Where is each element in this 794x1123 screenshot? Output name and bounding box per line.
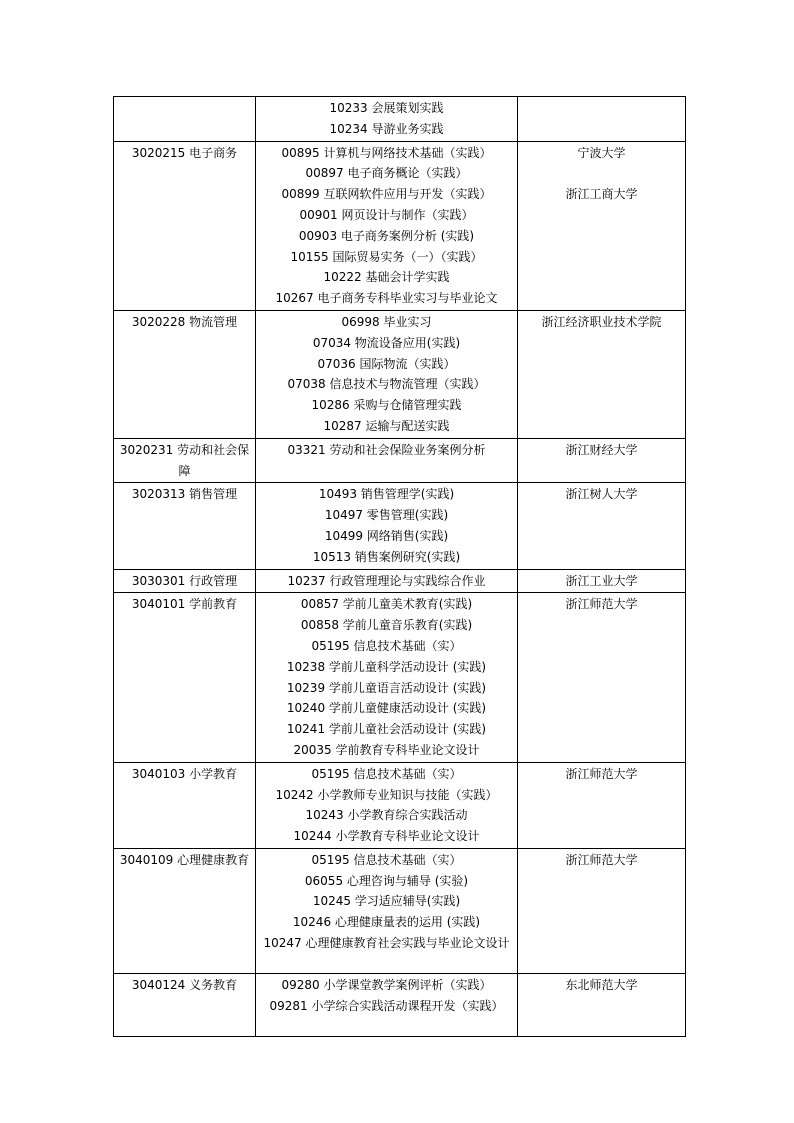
school-cell xyxy=(518,438,686,483)
course-item: 00857 学前儿童美术教育(实践) xyxy=(300,597,473,612)
course-item: 10239 学前儿童语言活动设计 (实践) xyxy=(286,680,487,695)
major-name: 3040124 义务教育 xyxy=(131,977,238,992)
major-cell xyxy=(114,762,256,848)
course-item: 00901 网页设计与制作（实践） xyxy=(299,207,474,222)
course-item: 10245 学习适应辅导(实践) xyxy=(312,894,461,909)
major-name: 3020215 电子商务 xyxy=(131,145,238,160)
course-item: 07038 信息技术与物流管理（实践） xyxy=(287,377,486,392)
table-row xyxy=(114,310,686,438)
course-item: 10238 学前儿童科学活动设计 (实践) xyxy=(286,659,487,674)
school-name: 宁波大学 xyxy=(577,145,626,160)
major-name: 3030301 行政管理 xyxy=(131,573,238,588)
course-item: 10244 小学教育专科毕业论文设计 xyxy=(293,829,480,844)
course-item: 10267 电子商务专科毕业实习与毕业论文 xyxy=(275,291,498,306)
course-item: 10243 小学教育综合实践活动 xyxy=(305,808,468,823)
course-item: 03321 劳动和社会保险业务案例分析 xyxy=(287,442,486,457)
course-item: 05195 信息技术基础（实） xyxy=(311,766,462,781)
school-name: 浙江师范大学 xyxy=(565,766,638,781)
course-item: 07036 国际物流（实践） xyxy=(317,356,456,371)
major-cell xyxy=(114,438,256,483)
major-cell xyxy=(114,593,256,762)
course-item: 10497 零售管理(实践) xyxy=(324,508,449,523)
school-name: 浙江工商大学 xyxy=(565,187,638,202)
school-cell xyxy=(518,973,686,1036)
school-cell xyxy=(518,848,686,973)
courses-cell xyxy=(256,569,518,593)
school-name: 浙江师范大学 xyxy=(565,852,638,867)
major-cell xyxy=(114,141,256,310)
courses-cell xyxy=(256,483,518,569)
school-name: 浙江财经大学 xyxy=(565,442,638,457)
course-item: 10242 小学教师专业知识与技能（实践） xyxy=(275,787,498,802)
course-item: 00899 互联网软件应用与开发（实践） xyxy=(281,187,492,202)
school-name xyxy=(521,163,682,184)
school-name: 东北师范大学 xyxy=(565,977,638,992)
major-cell xyxy=(114,569,256,593)
course-item: 10247 心理健康教育社会实践与毕业论文设计 xyxy=(263,936,510,951)
course-item: 00897 电子商务概论（实践） xyxy=(305,166,468,181)
course-item: 05195 信息技术基础（实） xyxy=(311,852,462,867)
course-table xyxy=(113,96,686,1037)
school-cell xyxy=(518,762,686,848)
courses-cell xyxy=(256,848,518,973)
course-item: 10246 心理健康量表的运用 (实践) xyxy=(292,915,481,930)
course-item: 10155 国际贸易实务（一）（实践） xyxy=(290,249,483,264)
school-cell xyxy=(518,569,686,593)
courses-cell xyxy=(256,973,518,1036)
course-item: 10286 采购与仓储管理实践 xyxy=(311,398,462,413)
table-row xyxy=(114,762,686,848)
table-row xyxy=(114,141,686,310)
table-row xyxy=(114,483,686,569)
course-item: 05195 信息技术基础（实） xyxy=(311,638,462,653)
course-item: 10234 导游业务实践 xyxy=(329,121,444,136)
course-item: 09280 小学课堂教学案例评析（实践） xyxy=(281,977,492,992)
courses-cell xyxy=(256,762,518,848)
major-cell xyxy=(114,97,256,142)
school-name: 浙江师范大学 xyxy=(565,597,638,612)
table-row xyxy=(114,848,686,973)
course-item: 10499 网络销售(实践) xyxy=(324,528,449,543)
course-item: 10240 学前儿童健康活动设计 (实践) xyxy=(286,701,487,716)
course-item: 10222 基础会计学实践 xyxy=(323,270,450,285)
table-row xyxy=(114,973,686,1036)
school-cell xyxy=(518,483,686,569)
courses-cell xyxy=(256,310,518,438)
courses-cell xyxy=(256,141,518,310)
course-item: 00895 计算机与网络技术基础（实践） xyxy=(281,145,492,160)
course-item: 00858 学前儿童音乐教育(实践) xyxy=(300,618,473,633)
courses-cell xyxy=(256,438,518,483)
course-item: 06055 心理咨询与辅导 (实验) xyxy=(304,873,469,888)
table-row xyxy=(114,97,686,142)
table-body xyxy=(114,97,686,1037)
course-item: 09281 小学综合实践活动课程开发（实践） xyxy=(269,998,504,1013)
course-item: 10513 销售案例研究(实践) xyxy=(312,549,461,564)
major-cell xyxy=(114,310,256,438)
major-name: 3020228 物流管理 xyxy=(131,314,238,329)
major-name: 3040101 学前教育 xyxy=(131,597,238,612)
course-item: 10287 运输与配送实践 xyxy=(323,418,450,433)
school-cell xyxy=(518,97,686,142)
course-item: 06998 毕业实习 xyxy=(341,314,432,329)
courses-cell xyxy=(256,97,518,142)
school-cell xyxy=(518,310,686,438)
major-name: 3020313 销售管理 xyxy=(131,487,238,502)
course-item: 00903 电子商务案例分析 (实践) xyxy=(298,228,475,243)
school-name: 浙江经济职业技术学院 xyxy=(541,314,662,329)
table-row xyxy=(114,569,686,593)
school-name: 浙江工业大学 xyxy=(565,573,638,588)
courses-cell xyxy=(256,593,518,762)
course-item: 10233 会展策划实践 xyxy=(329,101,444,115)
major-cell xyxy=(114,973,256,1036)
course-item: 10241 学前儿童社会活动设计 (实践) xyxy=(286,722,487,737)
course-item: 20035 学前教育专科毕业论文设计 xyxy=(293,742,480,757)
course-item: 10493 销售管理学(实践) xyxy=(318,487,455,502)
school-cell xyxy=(518,593,686,762)
school-cell xyxy=(518,141,686,310)
course-item: 07034 物流设备应用(实践) xyxy=(312,335,461,350)
major-name: 3040109 心理健康教育 xyxy=(119,852,250,867)
table-row xyxy=(114,438,686,483)
major-name: 3040103 小学教育 xyxy=(131,766,238,781)
table-row xyxy=(114,593,686,762)
course-item: 10237 行政管理理论与实践综合作业 xyxy=(287,573,486,588)
major-name: 3020231 劳动和社会保障 xyxy=(119,442,250,478)
major-cell xyxy=(114,848,256,973)
school-name: 浙江树人大学 xyxy=(565,487,638,502)
major-cell xyxy=(114,483,256,569)
